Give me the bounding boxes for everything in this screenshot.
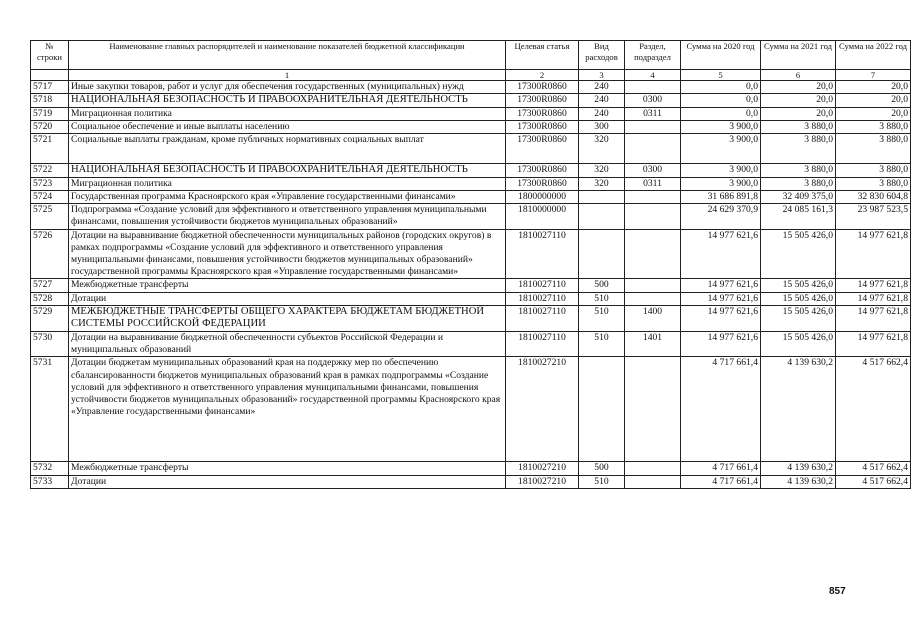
row-sum-2020: 14 977 621,6 xyxy=(681,305,761,331)
row-sum-2022: 4 517 662,4 xyxy=(836,462,911,475)
header-sum-2021: Сумма на 2021 год xyxy=(761,41,836,70)
row-sum-2021: 4 139 630,2 xyxy=(761,357,836,462)
header-sum-2020: Сумма на 2020 год xyxy=(681,41,761,70)
row-sum-2020: 14 977 621,6 xyxy=(681,292,761,305)
table-row xyxy=(31,462,911,475)
row-section xyxy=(625,204,681,229)
row-target: 17300R0860 xyxy=(506,121,579,134)
row-number: 5729 xyxy=(31,305,69,331)
row-name: Дотации xyxy=(69,475,506,488)
row-number: 5726 xyxy=(31,229,69,279)
row-section: 1401 xyxy=(625,332,681,357)
row-sum-2020: 4 717 661,4 xyxy=(681,357,761,462)
row-expense-type: 320 xyxy=(579,134,625,164)
row-sum-2021: 4 139 630,2 xyxy=(761,475,836,488)
row-sum-2022: 14 977 621,8 xyxy=(836,332,911,357)
table-row xyxy=(31,229,911,279)
row-section xyxy=(625,81,681,94)
row-expense-type: 500 xyxy=(579,279,625,292)
column-number: 6 xyxy=(761,70,836,81)
table-row xyxy=(31,94,911,108)
row-number: 5730 xyxy=(31,332,69,357)
row-section: 0300 xyxy=(625,94,681,108)
row-name: Социальное обеспечение и иные выплаты населению xyxy=(69,121,506,134)
header-name: Наименование главных распорядителей и наименование показателей бюджетной классификации xyxy=(69,41,506,70)
row-expense-type: 510 xyxy=(579,332,625,357)
row-sum-2020: 4 717 661,4 xyxy=(681,475,761,488)
row-sum-2022: 3 880,0 xyxy=(836,164,911,178)
row-sum-2020: 3 900,0 xyxy=(681,164,761,178)
row-expense-type xyxy=(579,204,625,229)
header-expense-type: Вид расходов xyxy=(579,41,625,70)
header-row-no: № строки xyxy=(31,41,69,70)
row-sum-2021: 24 085 161,3 xyxy=(761,204,836,229)
row-number: 5717 xyxy=(31,81,69,94)
row-expense-type xyxy=(579,191,625,204)
row-name: Межбюджетные трансферты xyxy=(69,279,506,292)
column-number: 7 xyxy=(836,70,911,81)
row-expense-type: 320 xyxy=(579,177,625,190)
row-sum-2020: 3 900,0 xyxy=(681,121,761,134)
row-sum-2020: 0,0 xyxy=(681,107,761,120)
table-row xyxy=(31,305,911,331)
row-sum-2020: 24 629 370,9 xyxy=(681,204,761,229)
row-sum-2021: 20,0 xyxy=(761,107,836,120)
row-target: 17300R0860 xyxy=(506,107,579,120)
row-expense-type: 240 xyxy=(579,81,625,94)
row-sum-2022: 14 977 621,8 xyxy=(836,229,911,279)
row-target: 17300R0860 xyxy=(506,164,579,178)
row-number: 5724 xyxy=(31,191,69,204)
row-target: 17300R0860 xyxy=(506,134,579,164)
column-number xyxy=(31,70,69,81)
row-name: Социальные выплаты гражданам, кроме публичных нормативных социальных выплат xyxy=(69,134,506,164)
row-sum-2022: 32 830 604,8 xyxy=(836,191,911,204)
row-target: 1810027210 xyxy=(506,357,579,462)
header-sum-2022: Сумма на 2022 год xyxy=(836,41,911,70)
row-number: 5728 xyxy=(31,292,69,305)
row-section xyxy=(625,292,681,305)
row-target: 17300R0860 xyxy=(506,94,579,108)
row-sum-2021: 20,0 xyxy=(761,94,836,108)
row-sum-2021: 15 505 426,0 xyxy=(761,305,836,331)
table-row xyxy=(31,107,911,120)
row-name: Дотации на выравнивание бюджетной обеспеченности субъектов Российской Федерации и муниципальных образований xyxy=(69,332,506,357)
row-sum-2021: 3 880,0 xyxy=(761,164,836,178)
row-name: НАЦИОНАЛЬНАЯ БЕЗОПАСНОСТЬ И ПРАВООХРАНИТЕЛЬНАЯ ДЕЯТЕЛЬНОСТЬ xyxy=(69,94,506,108)
row-sum-2022: 14 977 621,8 xyxy=(836,305,911,331)
table-row xyxy=(31,332,911,357)
table-row xyxy=(31,164,911,178)
row-number: 5722 xyxy=(31,164,69,178)
row-section: 0311 xyxy=(625,107,681,120)
row-expense-type: 240 xyxy=(579,107,625,120)
table-row xyxy=(31,134,911,164)
row-expense-type: 510 xyxy=(579,292,625,305)
budget-table xyxy=(30,40,911,489)
row-sum-2021: 15 505 426,0 xyxy=(761,332,836,357)
row-name: Дотации на выравнивание бюджетной обеспеченности муниципальных районов (городских округов) в рамках подпрограммы «Создание условий для эффективного и ответственного управления муниципальными финансами, повышения устойчивости бюджетов муниципальных образований» государственной программы Красноярского края «Управление государственными финансами» xyxy=(69,229,506,279)
row-number: 5719 xyxy=(31,107,69,120)
header-target: Целевая статья xyxy=(506,41,579,70)
column-numbers-row xyxy=(31,70,911,81)
column-number: 5 xyxy=(681,70,761,81)
table-row xyxy=(31,357,911,462)
table-row xyxy=(31,177,911,190)
row-sum-2022: 20,0 xyxy=(836,81,911,94)
row-sum-2021: 15 505 426,0 xyxy=(761,229,836,279)
row-target: 1810027110 xyxy=(506,229,579,279)
row-section xyxy=(625,357,681,462)
row-sum-2021: 3 880,0 xyxy=(761,121,836,134)
row-section xyxy=(625,229,681,279)
row-expense-type: 320 xyxy=(579,164,625,178)
row-sum-2022: 3 880,0 xyxy=(836,177,911,190)
table-row xyxy=(31,191,911,204)
row-target: 1810000000 xyxy=(506,204,579,229)
page-number: 857 xyxy=(829,586,846,597)
table-row xyxy=(31,81,911,94)
row-number: 5718 xyxy=(31,94,69,108)
row-sum-2020: 4 717 661,4 xyxy=(681,462,761,475)
row-target: 1810027110 xyxy=(506,279,579,292)
row-sum-2022: 4 517 662,4 xyxy=(836,357,911,462)
row-number: 5721 xyxy=(31,134,69,164)
row-expense-type xyxy=(579,357,625,462)
row-number: 5733 xyxy=(31,475,69,488)
row-sum-2022: 4 517 662,4 xyxy=(836,475,911,488)
column-number: 3 xyxy=(579,70,625,81)
row-section xyxy=(625,121,681,134)
row-section: 1400 xyxy=(625,305,681,331)
row-section xyxy=(625,191,681,204)
header-row xyxy=(31,41,911,70)
column-number: 2 xyxy=(506,70,579,81)
table-row xyxy=(31,204,911,229)
row-number: 5720 xyxy=(31,121,69,134)
row-section: 0311 xyxy=(625,177,681,190)
row-sum-2020: 14 977 621,6 xyxy=(681,332,761,357)
row-name: Иные закупки товаров, работ и услуг для обеспечения государственных (муниципальных) нужд xyxy=(69,81,506,94)
row-sum-2020: 14 977 621,6 xyxy=(681,229,761,279)
row-expense-type: 510 xyxy=(579,305,625,331)
column-number: 4 xyxy=(625,70,681,81)
row-name: Государственная программа Красноярского края «Управление государственными финансами» xyxy=(69,191,506,204)
row-sum-2020: 0,0 xyxy=(681,94,761,108)
row-target: 17300R0860 xyxy=(506,177,579,190)
row-expense-type: 300 xyxy=(579,121,625,134)
row-sum-2022: 14 977 621,8 xyxy=(836,279,911,292)
table-body xyxy=(31,81,911,489)
row-target: 1810027210 xyxy=(506,462,579,475)
table-row xyxy=(31,475,911,488)
table-row xyxy=(31,121,911,134)
row-sum-2020: 3 900,0 xyxy=(681,134,761,164)
row-number: 5727 xyxy=(31,279,69,292)
row-expense-type: 240 xyxy=(579,94,625,108)
row-name: Подпрограмма «Создание условий для эффективного и ответственного управления муниципальными финансами, повышения устойчивости бюджетов муниципальных образований» xyxy=(69,204,506,229)
row-sum-2021: 32 409 375,0 xyxy=(761,191,836,204)
row-sum-2022: 3 880,0 xyxy=(836,134,911,164)
row-sum-2021: 15 505 426,0 xyxy=(761,279,836,292)
row-name: Межбюджетные трансферты xyxy=(69,462,506,475)
row-sum-2022: 3 880,0 xyxy=(836,121,911,134)
row-number: 5723 xyxy=(31,177,69,190)
row-expense-type: 510 xyxy=(579,475,625,488)
row-target: 1810027110 xyxy=(506,292,579,305)
row-target: 17300R0860 xyxy=(506,81,579,94)
row-sum-2021: 4 139 630,2 xyxy=(761,462,836,475)
row-name: Дотации xyxy=(69,292,506,305)
row-name: Миграционная политика xyxy=(69,107,506,120)
row-section: 0300 xyxy=(625,164,681,178)
row-expense-type: 500 xyxy=(579,462,625,475)
row-section xyxy=(625,475,681,488)
row-sum-2020: 0,0 xyxy=(681,81,761,94)
row-name: МЕЖБЮДЖЕТНЫЕ ТРАНСФЕРТЫ ОБЩЕГО ХАРАКТЕРА БЮДЖЕТАМ БЮДЖЕТНОЙ СИСТЕМЫ РОССИЙСКОЙ ФЕДЕРАЦИИ xyxy=(69,305,506,331)
row-sum-2022: 20,0 xyxy=(836,107,911,120)
row-target: 1810027210 xyxy=(506,475,579,488)
row-sum-2021: 20,0 xyxy=(761,81,836,94)
row-sum-2021: 3 880,0 xyxy=(761,134,836,164)
row-sum-2022: 23 987 523,5 xyxy=(836,204,911,229)
row-sum-2021: 15 505 426,0 xyxy=(761,292,836,305)
row-number: 5731 xyxy=(31,357,69,462)
row-sum-2020: 31 686 891,8 xyxy=(681,191,761,204)
row-target: 1810027110 xyxy=(506,305,579,331)
row-sum-2021: 3 880,0 xyxy=(761,177,836,190)
row-section xyxy=(625,462,681,475)
table-row xyxy=(31,292,911,305)
row-sum-2022: 20,0 xyxy=(836,94,911,108)
row-sum-2020: 14 977 621,6 xyxy=(681,279,761,292)
row-target: 1810027110 xyxy=(506,332,579,357)
row-section xyxy=(625,279,681,292)
row-name: Дотации бюджетам муниципальных образований края на поддержку мер по обеспечению сбалансированности бюджетов муниципальных образований края в рамках подпрограммы «Создание условий для эффективного и ответственного управления муниципальными финансами, повышения устойчивости бюджетов муниципальных образований» государственной программы Красноярского края «Управление государственными финансами» xyxy=(69,357,506,462)
row-name: Миграционная политика xyxy=(69,177,506,190)
row-number: 5732 xyxy=(31,462,69,475)
row-number: 5725 xyxy=(31,204,69,229)
row-name: НАЦИОНАЛЬНАЯ БЕЗОПАСНОСТЬ И ПРАВООХРАНИТЕЛЬНАЯ ДЕЯТЕЛЬНОСТЬ xyxy=(69,164,506,178)
row-sum-2022: 14 977 621,8 xyxy=(836,292,911,305)
table-row xyxy=(31,279,911,292)
row-section xyxy=(625,134,681,164)
row-sum-2020: 3 900,0 xyxy=(681,177,761,190)
row-expense-type xyxy=(579,229,625,279)
row-target: 1800000000 xyxy=(506,191,579,204)
column-number: 1 xyxy=(69,70,506,81)
header-section: Раздел, подраздел xyxy=(625,41,681,70)
